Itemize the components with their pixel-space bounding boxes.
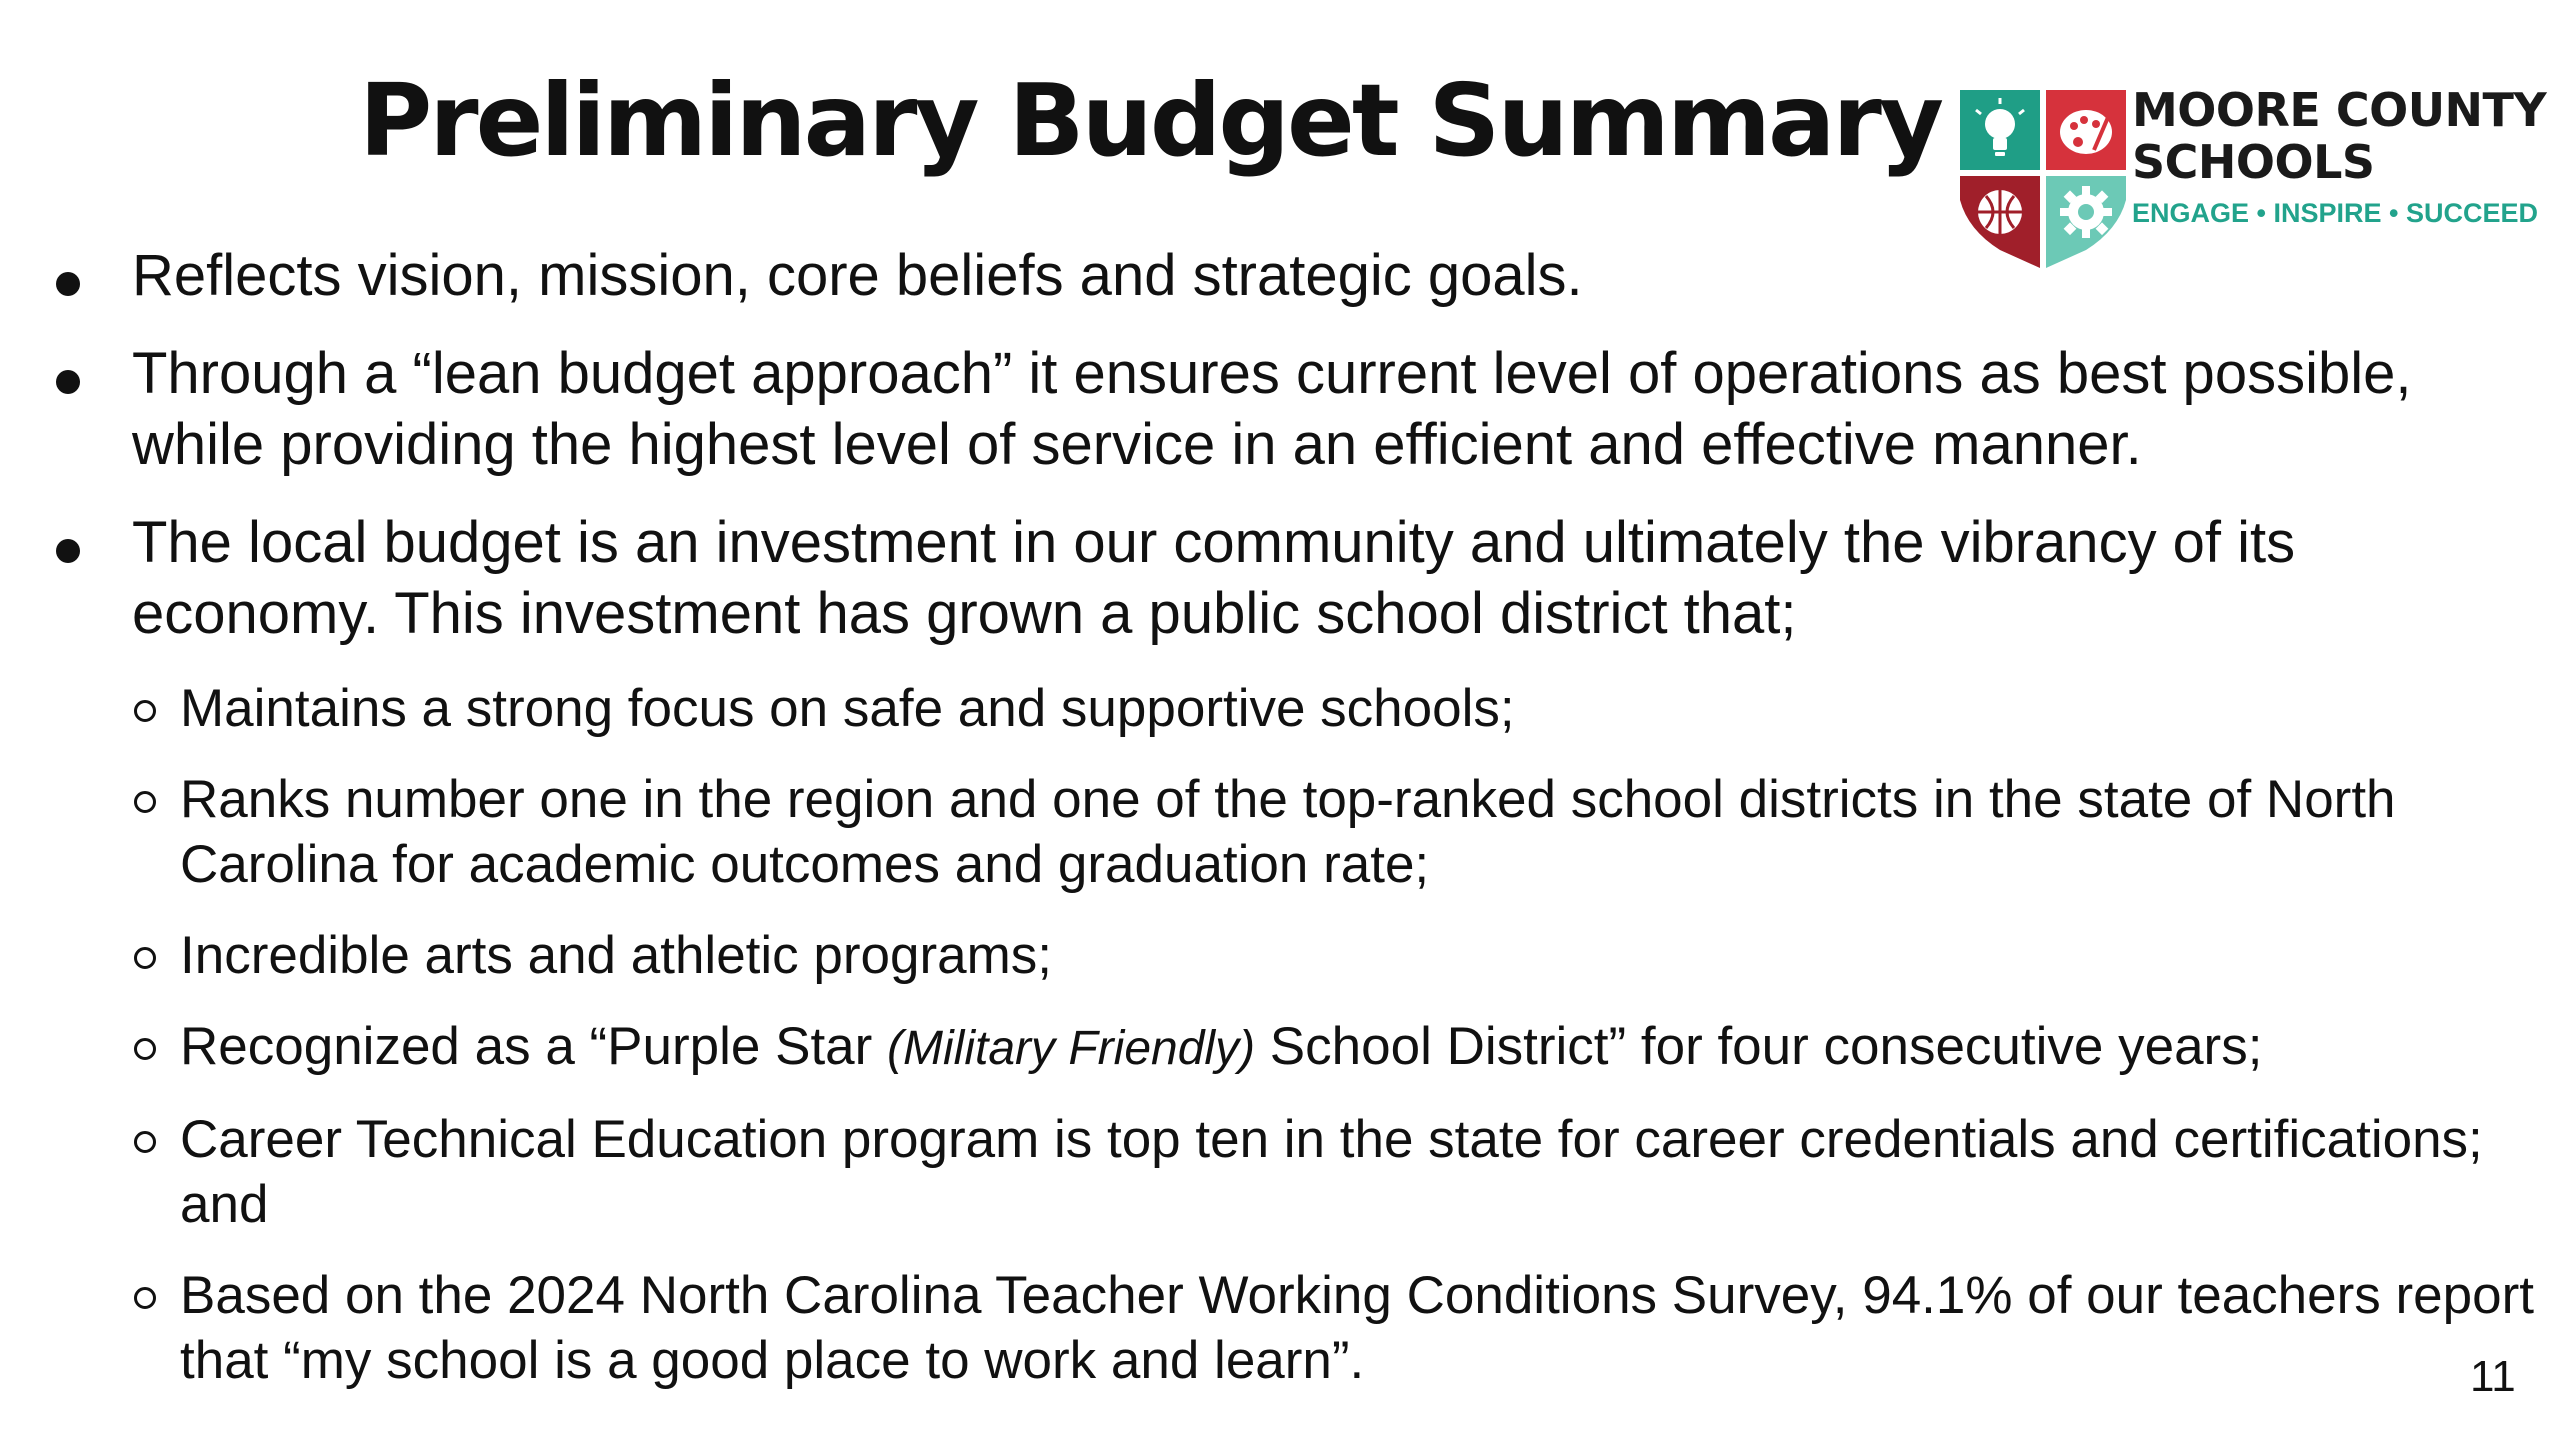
sub-bullet-item — [0, 767, 2560, 897]
bullet-item — [0, 240, 2492, 311]
hollow-bullet-icon — [134, 1038, 156, 1060]
bullet-dot-icon — [56, 539, 80, 563]
bullet-text: The local budget is an investment in our community and ultimately the vibrancy of its economy. This investment has grown a public school district that; — [132, 510, 2296, 646]
logo-line-2: SCHOOLS — [2132, 135, 2375, 189]
logo-wordmark — [2132, 84, 2552, 230]
logo-tagline: ENGAGE • INSPIRE • SUCCEED — [2132, 198, 2538, 228]
slide-content — [0, 240, 2560, 1419]
bullet-dot-icon — [56, 370, 80, 394]
logo-line-1: MOORE COUNTY — [2132, 83, 2547, 137]
hollow-bullet-icon — [134, 947, 156, 969]
bullet-text: Through a “lean budget approach” it ensures current level of operations as best possible, while providing the highest level of service in an efficient and effective manner. — [132, 341, 2412, 477]
sub-bullet-item — [0, 1014, 2560, 1081]
bullet-text: Reflects vision, mission, core beliefs and strategic goals. — [132, 243, 1583, 308]
sub-bullet-item — [0, 1107, 2560, 1237]
bullet-item — [0, 507, 2492, 649]
sub-bullet-item — [0, 676, 2560, 741]
sub-bullet-text: Incredible arts and athletic programs; — [180, 926, 1052, 985]
hollow-bullet-icon — [134, 700, 156, 722]
slide-title: Preliminary Budget Summary — [358, 62, 1942, 179]
hollow-bullet-icon — [134, 791, 156, 813]
sub-bullet-item — [0, 923, 2560, 988]
bullet-dot-icon — [56, 272, 80, 296]
gear-icon — [2060, 186, 2112, 238]
sub-bullet-item — [0, 1263, 2560, 1393]
sub-bullet-text: Based on the 2024 North Carolina Teacher Working Conditions Survey, 94.1% of our teachers report that “my school is a good place to work and learn”. — [180, 1266, 2534, 1390]
basketball-icon — [1978, 190, 2022, 234]
sub-bullet-text: Career Technical Education program is top ten in the state for career credentials and certifications; and — [180, 1110, 2483, 1234]
sub-bullet-text-end: School District” for four consecutive years; — [1255, 1017, 2263, 1076]
hollow-bullet-icon — [134, 1287, 156, 1309]
sub-bullet-text: Maintains a strong focus on safe and supportive schools; — [180, 679, 1515, 738]
sub-bullet-text: Ranks number one in the region and one of the top-ranked school districts in the state of North Carolina for academic outcomes and graduation rate; — [180, 770, 2396, 894]
sub-bullet-text-start: Recognized as a “Purple Star — [180, 1017, 888, 1076]
sub-bullet-italic-text: (Military Friendly) — [887, 1022, 1256, 1075]
bullet-item — [0, 338, 2492, 480]
hollow-bullet-icon — [134, 1131, 156, 1153]
page-number: 11 — [2470, 1352, 2516, 1401]
